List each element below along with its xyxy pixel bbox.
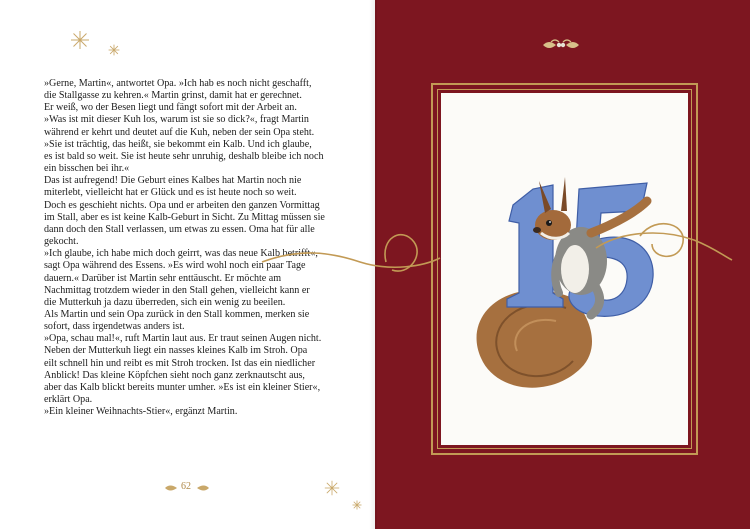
story-text: »Gerne, Martin«, antwortet Opa. »Ich hab es noch nicht geschafft, die Stallgasse zu kehren.« Martin grinst, damit hat er gerechnet. Er weiß, wo der Besen liegt und fängt sofort mit der Arbeit an. »Was ist mit dieser Kuh los, warum ist sie so dick?«, fragt Martin während er kehrt und deutet auf die Kuh, neben der sein Opa steht. »Sie ist trächtig, das heißt, sie bekommt ein Kalb. Und ich glaube, es ist bald so weit. Sie ist heute sehr unruhig, deshalb bleibe ich noch ein bisschen bei ihr.« Das ist aufregend! Die Geburt eines Kalbes hat Martin noch nie miterlebt, vielleicht hat er Glück und es ist heute noch so weit. Doch es geschieht nichts. Opa und er arbeiten den ganzen Vormittag im Stall, aber es ist keine Kalb-Geburt in Sicht. Zu Mittag müssen sie dann doch den Stall verlassen, um etwas zu essen. Oma hat für alle gekocht. »Ich glaube, ich habe mich doch geirrt, was das neue Kalb betrifft«, sagt Opa während des Essens. »Es wird wohl noch ein paar Tage dauern.« Darüber ist Martin sehr enttäuscht. Er möchte am Nachmittag trotzdem wieder in den Stall gehen, vielleicht kann er die Mutterkuh ja dazu überreden, sich ein wenig zu beeilen. Als Martin und sein Opa zurück in den Stall kommen, merken sie sofort, dass irgendetwas anders ist. »Opa, schau mal!«, ruft Martin laut aus. Er traut seinen Augen nicht. Neben der Mutterkuh liegt ein nasses kleines Kalb im Stroh. Opa eilt schnell hin und reibt es mit Stroh trocken. Ist das ein niedlicher Anblick! Das kleine Köpfchen sieht noch ganz zerknautscht aus, aber das Kalb blickt bereits munter umher. »Es ist ein kleiner Stier«, erklärt Opa. »Ein kleiner Weihnachts-Stier«, ergänzt Martin. <box>44 78 325 418</box>
page-number: 62 <box>181 481 191 492</box>
